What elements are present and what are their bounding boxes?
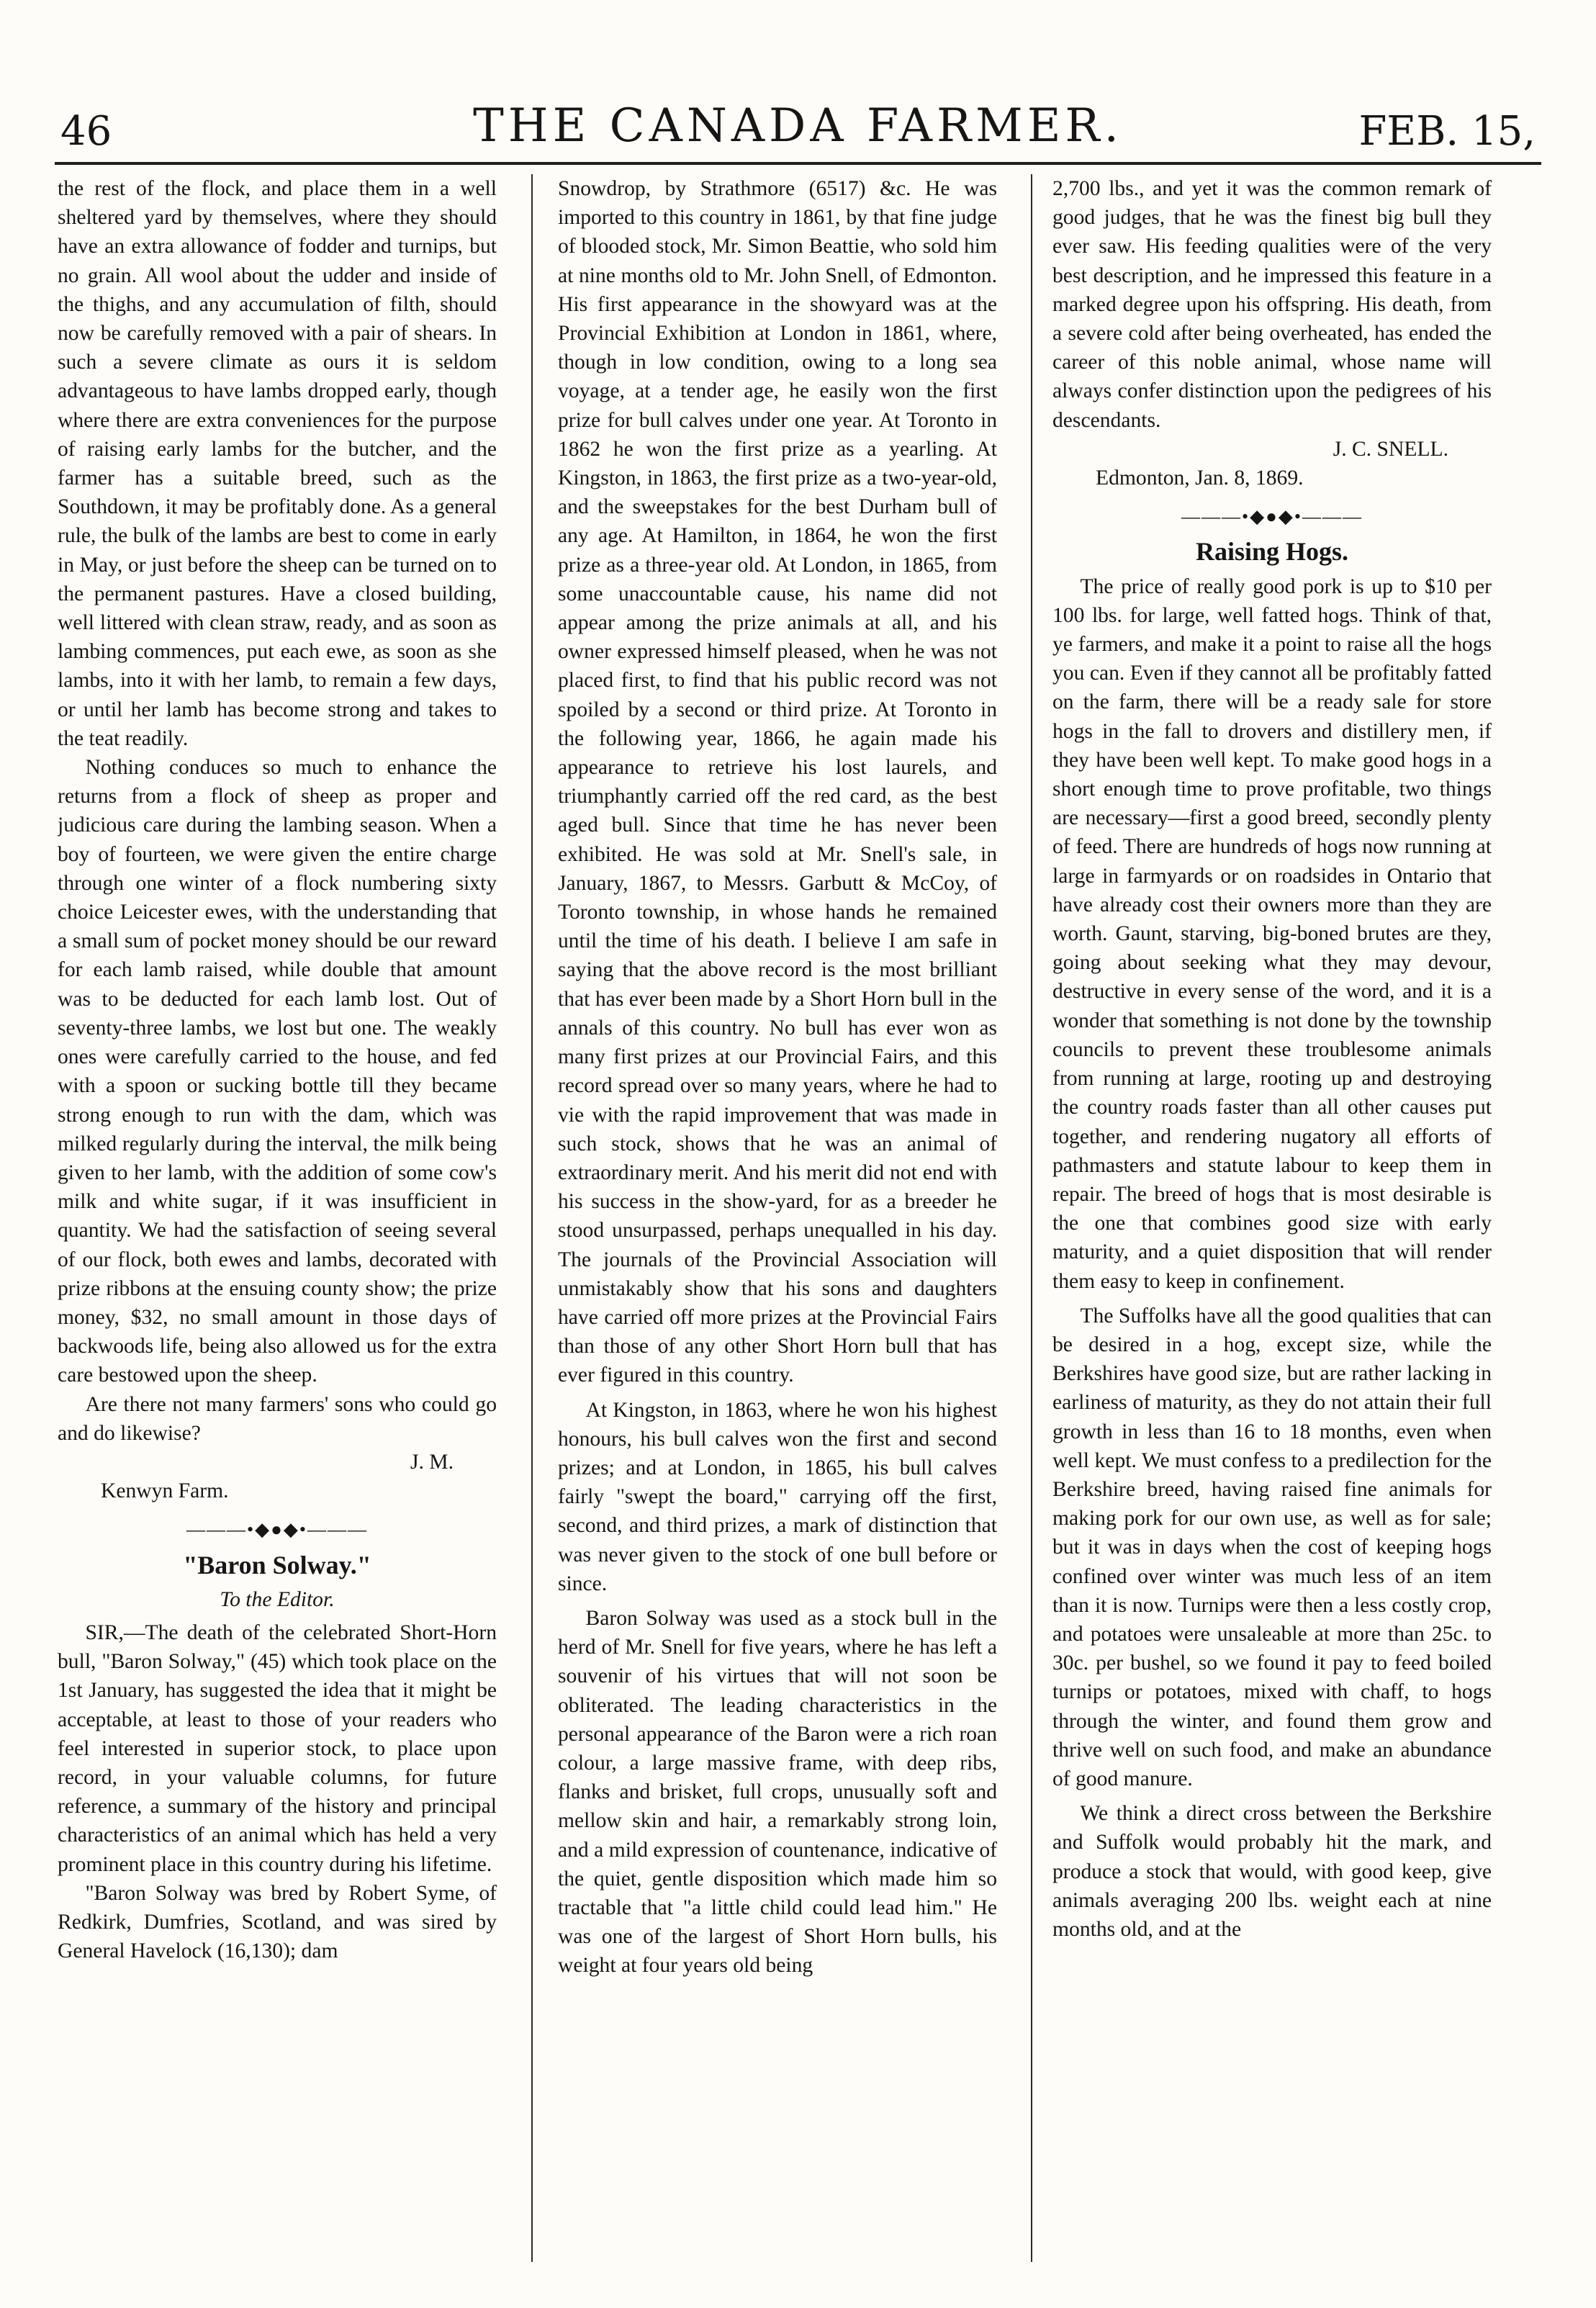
article-subhead: To the Editor. [220,1587,335,1611]
dateline: Edmonton, Jan. 8, 1869. [1096,466,1304,490]
section-ornament: ———•◆●◆•——— [1181,506,1363,528]
paragraph: "Baron Solway was bred by Robert Syme, of Redkirk, Dumfries, Scotland, and was sired by General Havelock (16,130); dam [58,1881,497,1963]
page-number: 46 [60,108,112,155]
paragraph: Nothing conduces so much to enhance the returns from a flock of sheep as proper and judicious care during the lambing season. When a boy of fourteen, we were given the entire charge through one winter of a flock numbering sixty choice Leicester ewes, with the understanding that a small sum of pocket money should be our reward for each lamb raised, while double that amount was to be deducted for each lamb lost. Out of seventy-three lambs, we lost but one. The weakly ones were carefully carried to the house, and fed with a spoon or sucking bottle till they became strong enough to run with the dam, which was milked regularly during the interval, the milk being given to her lamb, with the addition of some cow's milk and white sugar, if it was insufficient in quantity. We had the satisfaction of seeing several of our flock, both ewes and lambs, decorated with prize ribbons at the ensuing county show; the prize money, $32, no small amount in those days of backwoods life, being also allowed us for the extra care bestowed upon the sheep. [58,756,497,1387]
signature: J. C. SNELL. [1333,437,1448,461]
paragraph: Snowdrop, by Strathmore (6517) &c. He was imported to this country in 1861, by that fine judge of blooded stock, Mr. Simon Beattie, who sold him at nine months old to Mr. John Snell, of Edmonton. His first appearance in the showyard was at the Provincial Exhibition at London in 1861, where, though in low condition, owing to a long sea voyage, at a tender age, he easily won the first prize for bull calves under one year. At Toronto in 1862 he won the first prize as a yearling. At Kingston, in 1863, the first prize as a two-year-old, and the sweepstakes for the best Durham bull of any age. At Hamilton, in 1864, he won the first prize as a three-year old. At London, in 1865, from some unaccountable cause, his name did not appear among the prize animals at all, and his owner expressed himself pleased, when he was not placed first, to find that his public record was not spoiled by a second or third prize. At Toronto in the following year, 1866, he again made his appearance to retrieve his lost laurels, and triumphantly carried off the red card, as the best aged bull. Since that time he has never been exhibited. He was sold at Mr. Snell's sale, in January, 1867, to Messrs. Garbutt & McCoy, of Toronto township, in whose hands he remained until the time of his death. I believe I am safe in saying that the above record is the most brilliant that has ever been made by a Short Horn bull in the annals of this country. No bull has ever won as many first prizes at our Provincial Fairs, and this record spread over so many years, where he had to vie with the rapid improvement that was made in such stock, shows that he was an animal of extraordinary merit. And his merit did not end with his success in the show-yard, for as a breeder he stood unsurpassed, perhaps unequalled in his day. The journals of the Provincial Association will unmistakably show that his sons and daughters have carried off more prizes at the Provincial Fairs than those of any other Short Horn bull that has ever figured in this country. [558,177,997,1387]
dateline: Kenwyn Farm. [101,1479,229,1503]
paragraph: The Suffolks have all the good qualities that can be desired in a hog, except size, while the Berkshires have good size, but are rather lacking in earliness of maturity, as they do not attain their full growth in less than 16 to 18 months, even when well kept. We must confess to a predilection for the Berkshire breed, having raised fine animals for making pork for our own use, as well as for sale; but it was in days when the cost of keeping hogs confined over winter was much less of an item than it is now. Turnips were then a less costly crop, and potatoes were unsaleable at more than 25c. to 30c. per bushel, so we found it pay to feed boiled turnips or potatoes, mixed with chaff, to hogs through the winter, and found them grow and thrive well on such food, and make an abundance of good manure. [1052,1304,1492,1790]
paragraph: 2,700 lbs., and yet it was the common remark of good judges, that he was the finest big bull they ever saw. His feeding qualities were of the very best description, and he impressed this feature in a marked degree upon his offspring. His death, from a severe cold after being overheated, has ended the career of this noble animal, whose name will always confer distinction upon the pedigrees of his descendants. [1052,177,1492,432]
page-header [0,0,1596,158]
header-rule [55,162,1541,165]
column-2 [558,174,997,2284]
paragraph: We think a direct cross between the Berkshire and Suffolk would probably hit the mark, and produce a stock that would, with good keep, give animals averaging 200 lbs. weight each at nine months old, and at the [1052,1802,1492,1941]
column-divider [1031,174,1032,2262]
issue-date: FEB. 15, [1358,108,1536,155]
publication-title: THE CANADA FARMER. [473,99,1123,153]
paragraph: At Kingston, in 1863, where he won his highest honours, his bull calves won the first and second prizes; and at London, in 1865, his bull calves fairly "swept the board," carrying off the first, second, and third prizes, a mark of distinction that was never given to the stock of one bull before or since. [558,1398,997,1595]
column-divider [531,174,533,2262]
signature: J. M. [410,1450,454,1474]
paragraph: Are there not many farmers' sons who could go and do likewise? [58,1392,497,1445]
column-1 [58,174,497,2284]
article-headline: "Baron Solway." [183,1550,371,1579]
paragraph: The price of really good pork is up to $10 per 100 lbs. for large, well fatted hogs. Think of that, ye farmers, and make it a point to raise all the hogs you can. Even if they cannot all be profitably fatted on the farm, there will be a ready sale for store hogs in the fall to drovers and distillery men, if they have been well kept. To make good hogs in a short enough time to prove profitable, two things are necessary—first a good breed, secondly plenty of feed. There are hundreds of hogs now running at large in farmyards or on roadsides in Ontario that have already cost their owners more than they are worth. Gaunt, starving, big-boned brutes are they, going about seeking what they may devour, destructive in every sense of the word, and it is a wonder that something is not done by the township councils to prevent these troublesome animals from running at large, rooting up and destroying the country roads faster than all other causes put together, and rendering nugatory all efforts of pathmasters and statute labour to keep them in repair. The breed of hogs that is most desirable is the one that combines good size with early maturity, and a quiet disposition that will render them easy to keep in confinement. [1052,574,1492,1293]
paragraph: SIR,—The death of the celebrated Short-Horn bull, "Baron Solway," (45) which took place on the 1st January, has suggested the idea that it might be acceptable, at least to those of your readers who feel interested in superior stock, to place upon record, in your valuable columns, for future reference, a summary of the history and principal characteristics of an animal which has held a very prominent place in this country during his lifetime. [58,1620,497,1876]
section-ornament: ———•◆●◆•——— [186,1519,368,1541]
column-3 [1052,174,1492,2284]
paragraph: the rest of the flock, and place them in a well sheltered yard by themselves, where they should have an extra allowance of fodder and turnips, but no grain. All wool about the udder and inside of the thighs, and any accumulation of filth, should now be carefully removed with a pair of shears. In such a severe climate as ours it is seldom advantageous to have lambs dropped early, though where there are extra conveniences for the purpose of raising early lambs for the butcher, and the farmer has a suitable breed, such as the Southdown, it may be profitably done. As a general rule, the bulk of the lambs are best to come in early in May, or just before the sheep can be turned on to the permanent pastures. Have a closed building, well littered with clean straw, ready, and as soon as lambing commences, put each ewe, as soon as she lambs, into it with her lamb, to remain a few days, or until her lamb has become strong and takes to the teat readily. [58,177,497,750]
article-headline: Raising Hogs. [1195,537,1349,567]
paragraph: Baron Solway was used as a stock bull in the herd of Mr. Snell for five years, where he has left a souvenir of his virtues that will not soon be obliterated. The leading characteristics in the personal appearance of the Baron were a rich roan colour, a large massive frame, with deep ribs, flanks and brisket, full crops, unusually soft and mellow skin and hair, a remarkably strong loin, and a mild expression of countenance, indicative of the quiet, gentle disposition which made him so tractable that "a little child could lead him." He was one of the largest of Short Horn bulls, his weight at four years old being [558,1606,997,1978]
